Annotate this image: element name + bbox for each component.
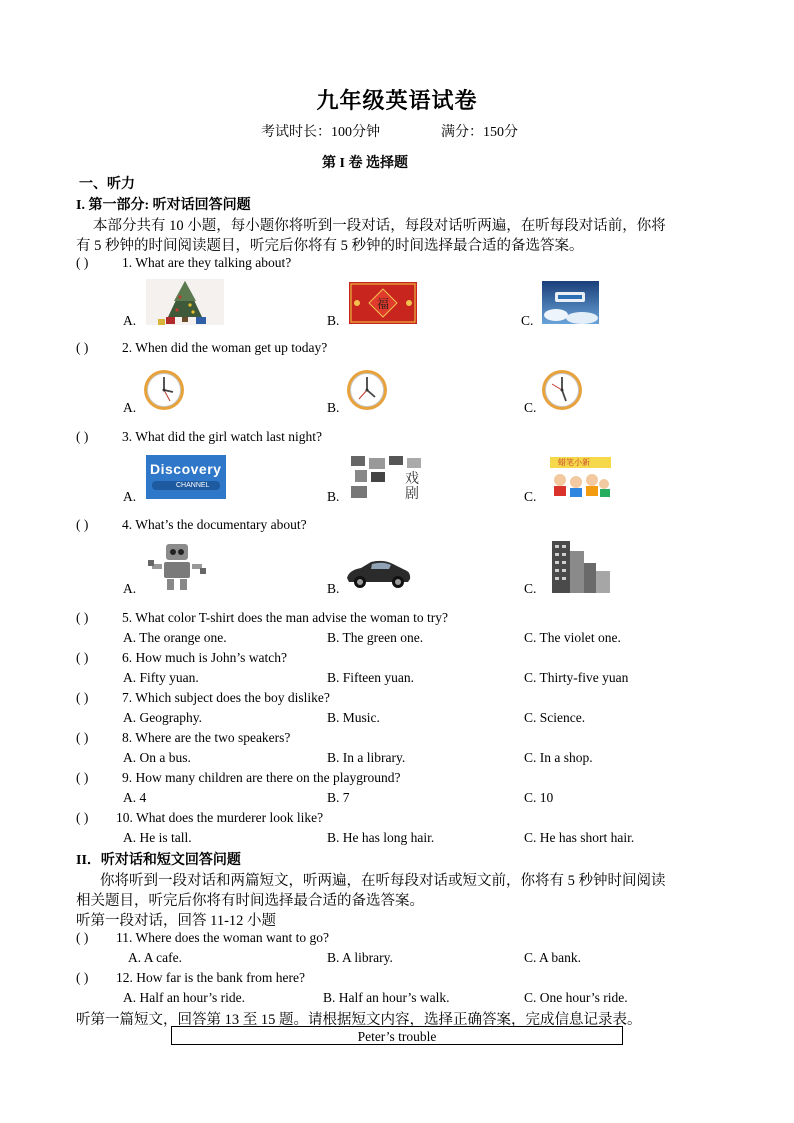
option-7b[interactable]: B. Music. bbox=[327, 710, 380, 725]
question-5: 5. What color T-shirt does the man advise the woman to try? bbox=[122, 610, 448, 625]
part2-instructions-2: 相关题目，听完后你将有时间选择最合适的备选答案。 bbox=[76, 893, 424, 909]
option-8c[interactable]: C. In a shop. bbox=[524, 750, 593, 765]
drama-collage-image: 戏剧 bbox=[349, 454, 431, 502]
answer-blank[interactable]: ( ) bbox=[76, 690, 89, 705]
part1-instructions-2: 有 5 秒钟的时间阅读题目，听完后你将有 5 秒钟的时间选择最合适的备选答案。 bbox=[76, 238, 584, 254]
option-8b[interactable]: B. In a library. bbox=[327, 750, 406, 765]
option-6b[interactable]: B. Fifteen yuan. bbox=[327, 670, 414, 685]
poster-image bbox=[542, 281, 599, 324]
info-table-header: Peter’s trouble bbox=[171, 1026, 623, 1045]
answer-blank[interactable]: ( ) bbox=[76, 930, 89, 945]
answer-blank[interactable]: ( ) bbox=[76, 970, 89, 985]
question-10: 10. What does the murderer look like? bbox=[116, 810, 324, 825]
option-1a[interactable]: A. bbox=[123, 313, 137, 328]
question-12: 12. How far is the bank from here? bbox=[116, 970, 305, 985]
option-11c[interactable]: C. A bank. bbox=[524, 950, 582, 965]
option-12a[interactable]: A. Half an hour’s ride. bbox=[123, 990, 245, 1005]
exam-score: 满分：150分 bbox=[441, 125, 518, 140]
clock-icon bbox=[345, 368, 389, 412]
option-12b[interactable]: B. Half an hour’s walk. bbox=[323, 990, 450, 1005]
option-3c[interactable]: C. bbox=[524, 489, 537, 504]
option-4b[interactable]: B. bbox=[327, 581, 340, 596]
question-6: 6. How much is John’s watch? bbox=[122, 650, 287, 665]
answer-blank[interactable]: ( ) bbox=[76, 730, 89, 745]
question-2: 2. When did the woman get up today? bbox=[122, 340, 328, 355]
option-5c[interactable]: C. The violet one. bbox=[524, 630, 621, 645]
dialogue-note: 听第一段对话，回答 11-12 小题 bbox=[76, 913, 277, 929]
part1-heading: I. 第一部分: 听对话回答问题 bbox=[76, 198, 251, 213]
option-5b[interactable]: B. The green one. bbox=[327, 630, 424, 645]
answer-blank[interactable]: ( ) bbox=[76, 429, 89, 444]
part2-heading: II．听对话和短文回答问题 bbox=[76, 853, 241, 868]
christmas-tree-image bbox=[146, 279, 224, 325]
answer-blank[interactable]: ( ) bbox=[76, 340, 89, 355]
answer-blank[interactable]: ( ) bbox=[76, 650, 89, 665]
robot-image bbox=[146, 542, 208, 592]
option-4a[interactable]: A. bbox=[123, 581, 137, 596]
option-12c[interactable]: C. One hour’s ride. bbox=[524, 990, 628, 1005]
cartoon-poster-image: 蜡笔小新 bbox=[548, 456, 613, 498]
question-1: 1. What are they talking about? bbox=[122, 255, 292, 270]
option-10b[interactable]: B. He has long hair. bbox=[327, 830, 435, 845]
option-3a[interactable]: A. bbox=[123, 489, 137, 504]
option-11a[interactable]: A. A cafe. bbox=[128, 950, 182, 965]
answer-blank[interactable]: ( ) bbox=[76, 770, 89, 785]
question-9: 9. How many children are there on the playground? bbox=[122, 770, 401, 785]
passage-note: 听第一篇短文，回答第 13 至 15 题。请根据短文内容，选择正确答案，完成信息记录表。 bbox=[76, 1012, 642, 1028]
question-4: 4. What’s the documentary about? bbox=[122, 517, 307, 532]
option-7a[interactable]: A. Geography. bbox=[123, 710, 202, 725]
option-6a[interactable]: A. Fifty yuan. bbox=[123, 670, 199, 685]
building-image bbox=[548, 541, 612, 593]
part1-instructions-1: 本部分共有 10 小题，每小题你将听到一段对话，每段对话听两遍，在听每段对话前，你将 bbox=[93, 218, 666, 234]
option-9a[interactable]: A. 4 bbox=[123, 790, 147, 805]
question-11: 11. Where does the woman want to go? bbox=[116, 930, 329, 945]
section-heading: 一、听力 bbox=[79, 177, 135, 192]
answer-blank[interactable]: ( ) bbox=[76, 517, 89, 532]
option-10c[interactable]: C. He has short hair. bbox=[524, 830, 635, 845]
question-8: 8. Where are the two speakers? bbox=[122, 730, 291, 745]
page-title: 九年级英语试卷 bbox=[316, 88, 478, 113]
option-5a[interactable]: A. The orange one. bbox=[123, 630, 227, 645]
option-6c[interactable]: C. Thirty-five yuan bbox=[524, 670, 629, 685]
answer-blank[interactable]: ( ) bbox=[76, 255, 89, 270]
option-1b[interactable]: B. bbox=[327, 313, 340, 328]
option-7c[interactable]: C. Science. bbox=[524, 710, 586, 725]
exam-duration: 考试时长：100分钟 bbox=[261, 125, 380, 140]
svg-text:福: 福 bbox=[376, 297, 390, 311]
part-title: 第 I 卷 选择题 bbox=[322, 156, 408, 171]
answer-blank[interactable]: ( ) bbox=[76, 810, 89, 825]
option-2b[interactable]: B. bbox=[327, 400, 340, 415]
answer-blank[interactable]: ( ) bbox=[76, 610, 89, 625]
option-11b[interactable]: B. A library. bbox=[327, 950, 393, 965]
clock-icon bbox=[142, 368, 186, 412]
part2-instructions-1: 你将听到一段对话和两篇短文，听两遍，在听每段对话或短文前，你将有 5 秒钟时间阅读 bbox=[100, 873, 666, 889]
discovery-logo-image: Discovery CHANNEL bbox=[146, 455, 226, 499]
option-10a[interactable]: A. He is tall. bbox=[123, 830, 192, 845]
car-image bbox=[343, 552, 413, 592]
option-9b[interactable]: B. 7 bbox=[327, 790, 350, 805]
question-3: 3. What did the girl watch last night? bbox=[122, 429, 322, 444]
option-8a[interactable]: A. On a bus. bbox=[123, 750, 191, 765]
fu-banner-image bbox=[349, 282, 417, 324]
clock-icon bbox=[540, 368, 584, 412]
option-2c[interactable]: C. bbox=[524, 400, 537, 415]
question-7: 7. Which subject does the boy dislike? bbox=[122, 690, 330, 705]
option-9c[interactable]: C. 10 bbox=[524, 790, 554, 805]
option-3b[interactable]: B. bbox=[327, 489, 340, 504]
option-1c[interactable]: C. bbox=[521, 313, 534, 328]
option-2a[interactable]: A. bbox=[123, 400, 137, 415]
option-4c[interactable]: C. bbox=[524, 581, 537, 596]
